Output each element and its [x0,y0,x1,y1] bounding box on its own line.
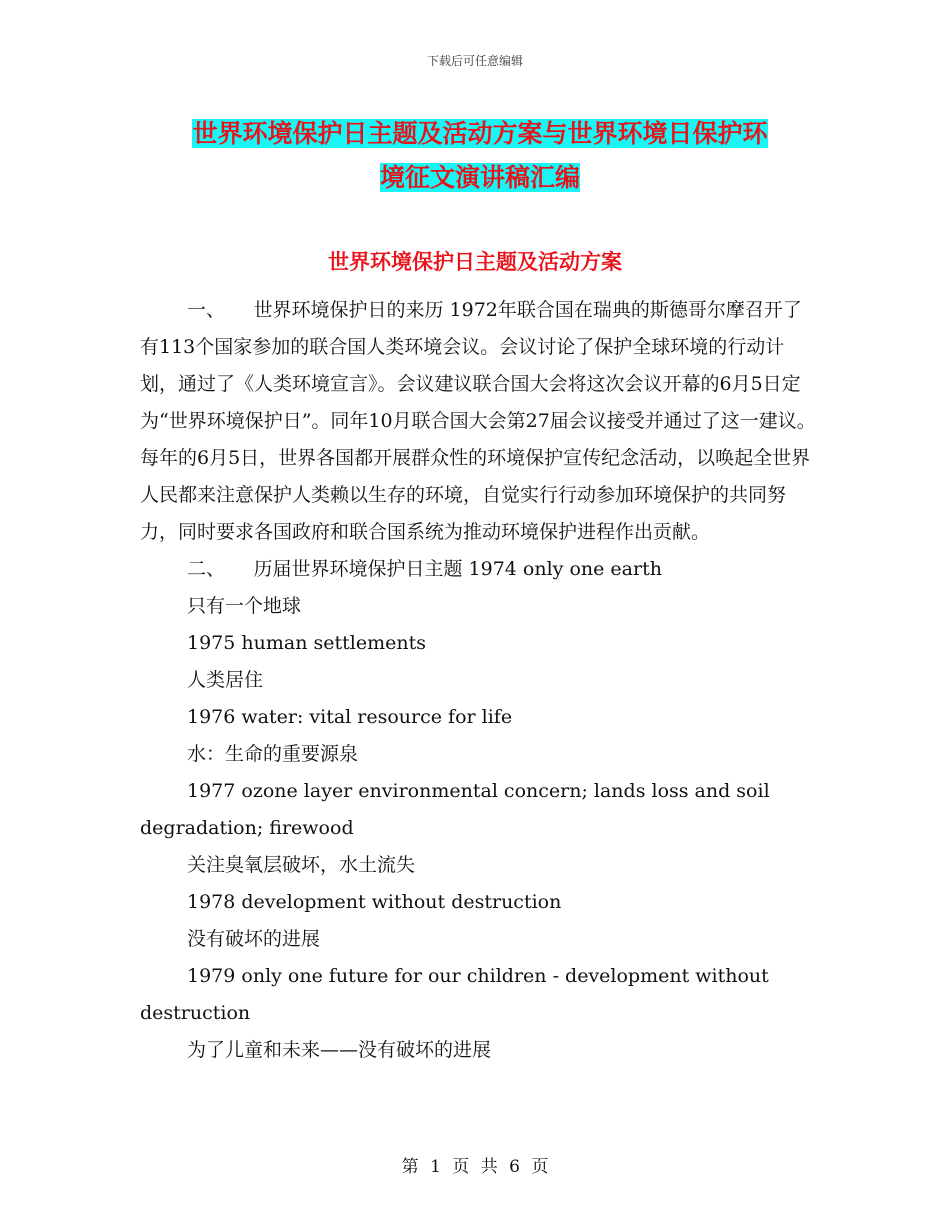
header-note: 下载后可任意编辑 [426,54,523,68]
paragraph-1974-cn: 只有一个地球 [187,595,302,617]
page-footer: 第 1 页 共 6 页 [401,1157,549,1177]
section-title: 世界环境保护日主题及活动方案 [328,249,622,274]
paragraph-1977-cn: 关注臭氧层破坏，水土流失 [187,854,416,876]
paragraph-1975-en: 1975 human settlements [187,632,426,654]
paragraph-1976-cn: 水：生命的重要源泉 [187,743,359,765]
paragraph-1979-en: 1979 only one future for our children - development without destruction [140,965,769,1024]
paragraph-history: 一、 世界环境保护日的来历 1972年联合国在瑞典的斯德哥尔摩召开了有113个国家参加的联合国人类环境会议。会议讨论了保护全球环境的行动计划，通过了《人类环境宣言》。会议建议联合国大会将这次会议开幕的6月5日定为“世界环境保护日”。同年10月联合国大会第27届会议接受并通过了这一建议。每年的6月5日，世界各国都开展群众性的环境保护宣传纪念活动，以唤起全世界人民都来注意保护人类赖以生存的环境，自觉实行行动参加环境保护的共同努力，同时要求各国政府和联合国系统为推动环境保护进程作出贡献。 [140,299,816,543]
body-text [140,292,820,1069]
paragraph-1978-en: 1978 development without destruction [187,891,562,913]
document-title-line2: 境征文演讲稿汇编 [379,163,580,192]
paragraph-1975-cn: 人类居住 [187,669,264,691]
paragraph-1979-cn: 为了儿童和未来——没有破坏的进展 [187,1039,492,1061]
paragraph-themes-intro: 二、 历届世界环境保护日主题 1974 only one earth [187,558,662,580]
paragraph-1978-cn: 没有破坏的进展 [187,928,321,950]
paragraph-1977-en: 1977 ozone layer environmental concern; lands loss and soil degradation; firewood [140,780,770,839]
document-title [140,112,820,200]
document-title-line1: 世界环境保护日主题及活动方案与世界环境日保护环 [192,119,768,148]
paragraph-1976-en: 1976 water: vital resource for life [187,706,513,728]
